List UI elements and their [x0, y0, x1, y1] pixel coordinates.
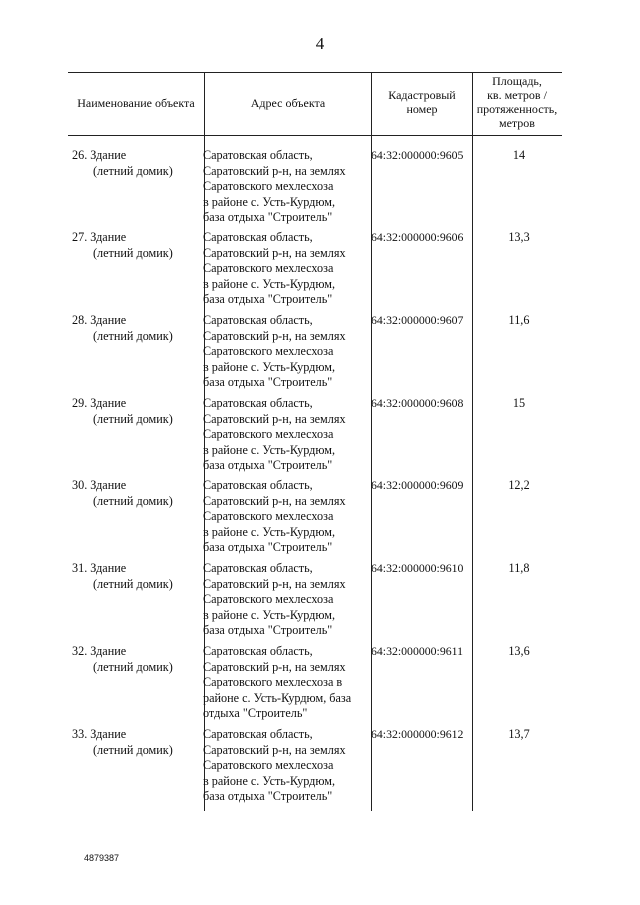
object-name-cell	[72, 396, 204, 427]
area-value: 11,8	[508, 561, 530, 575]
table-row	[68, 478, 562, 560]
cadastral-number: 64:32:000000:9607	[371, 313, 464, 327]
object-name-cell	[72, 478, 204, 509]
area-value: 11,6	[508, 313, 530, 327]
row-number: 26.	[72, 148, 88, 162]
cadastral-number: 64:32:000000:9606	[371, 230, 464, 244]
address-cell: Саратовская область, Саратовский р-н, на землях Саратовского мехлесхоза в районе с. Усть-Курдюм, база отдыха "Строитель"	[203, 313, 346, 389]
cadastral-number: 64:32:000000:9611	[371, 644, 463, 658]
address-cell: Саратовская область, Саратовский р-н, на землях Саратовского мехлесхоза в районе с. Усть-Курдюм, база отдыха "Строитель"	[203, 148, 346, 224]
area-value: 12,2	[508, 478, 530, 492]
row-number: 27.	[72, 230, 88, 244]
table-row	[68, 396, 562, 478]
object-name-cell	[72, 561, 204, 592]
header-area: Площадь, кв. метров / протяженность, метров	[476, 74, 558, 130]
address-cell: Саратовская область, Саратовский р-н, на землях Саратовского мехлесхоза в районе с. Усть-Курдюм, база отдыха "Строитель"	[203, 230, 346, 306]
table-row	[68, 644, 562, 726]
cadastral-number: 64:32:000000:9608	[371, 396, 464, 410]
object-name-cell	[72, 313, 204, 344]
cadastral-number: 64:32:000000:9609	[371, 478, 464, 492]
object-subtype: (летний домик)	[93, 163, 173, 178]
object-name-cell	[72, 644, 204, 675]
address-cell: Саратовская область, Саратовский р-н, на землях Саратовского мехлесхоза в районе с. Усть-Курдюм, база отдыха "Строитель"	[203, 396, 346, 472]
address-cell: Саратовская область, Саратовский р-н, на землях Саратовского мехлесхоза в районе с. Усть-Курдюм, база отдыха "Строитель"	[203, 478, 346, 554]
table-row	[68, 561, 562, 643]
address-cell: Саратовская область, Саратовский р-н, на землях Саратовского мехлесхоза в районе с. Усть-Курдюм, база отдыха "Строитель"	[203, 644, 352, 720]
object-subtype: (летний домик)	[93, 742, 173, 757]
table-row	[68, 230, 562, 312]
cadastral-number: 64:32:000000:9610	[371, 561, 464, 575]
object-name-cell	[72, 148, 204, 179]
area-value: 14	[512, 148, 526, 162]
header-address: Адрес объекта	[250, 96, 326, 110]
row-number: 33.	[72, 727, 88, 741]
object-name: Здание	[90, 396, 127, 410]
object-name: Здание	[90, 313, 127, 327]
header-name: Наименование объекта	[77, 96, 195, 110]
object-name: Здание	[90, 727, 127, 741]
object-name: Здание	[90, 561, 127, 575]
object-name: Здание	[90, 478, 127, 492]
area-value: 13,3	[508, 230, 530, 244]
object-name-cell	[72, 727, 204, 758]
row-number: 28.	[72, 313, 88, 327]
row-number: 31.	[72, 561, 88, 575]
object-subtype: (летний домик)	[93, 328, 173, 343]
object-name: Здание	[90, 644, 127, 658]
table-row	[68, 727, 562, 809]
area-value: 13,7	[508, 727, 530, 741]
object-name-cell	[72, 230, 204, 261]
row-number: 30.	[72, 478, 88, 492]
object-subtype: (летний домик)	[93, 659, 173, 674]
object-subtype: (летний домик)	[93, 245, 173, 260]
area-value: 15	[512, 396, 526, 410]
address-cell: Саратовская область, Саратовский р-н, на землях Саратовского мехлесхоза в районе с. Усть-Курдюм, база отдыха "Строитель"	[203, 727, 346, 803]
page-number: 4	[315, 34, 325, 53]
address-cell: Саратовская область, Саратовский р-н, на землях Саратовского мехлесхоза в районе с. Усть-Курдюм, база отдыха "Строитель"	[203, 561, 346, 637]
table-row	[68, 313, 562, 395]
cadastral-number: 64:32:000000:9612	[371, 727, 464, 741]
object-subtype: (летний домик)	[93, 493, 173, 508]
object-subtype: (летний домик)	[93, 411, 173, 426]
cadastral-number: 64:32:000000:9605	[371, 148, 464, 162]
area-value: 13,6	[508, 644, 530, 658]
table-row	[68, 148, 562, 230]
object-subtype: (летний домик)	[93, 576, 173, 591]
row-number: 29.	[72, 396, 88, 410]
object-name: Здание	[90, 230, 127, 244]
header-cadastral: Кадастровый номер	[388, 88, 456, 116]
row-number: 32.	[72, 644, 88, 658]
object-name: Здание	[90, 148, 127, 162]
document-id: 4879387	[84, 853, 120, 863]
